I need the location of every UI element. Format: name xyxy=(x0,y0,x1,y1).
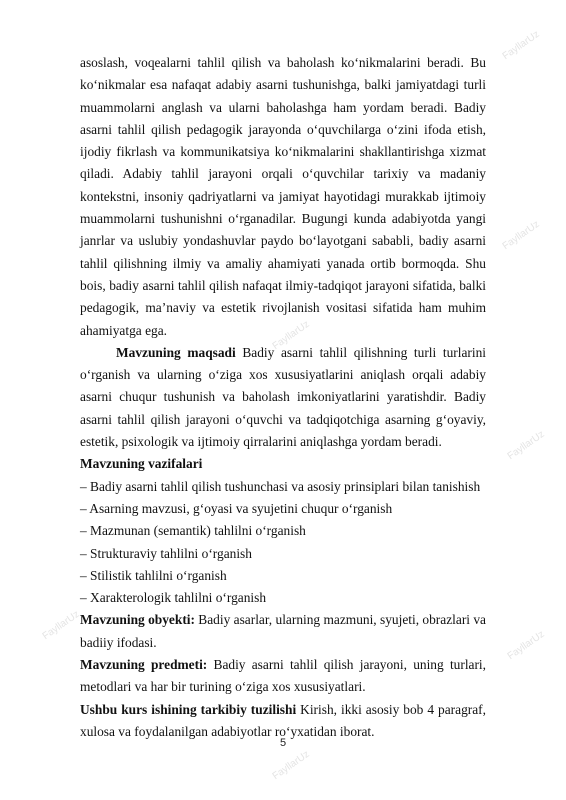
goal-label: Mavzuning maqsadi xyxy=(116,344,236,360)
page-number: 5 xyxy=(279,737,287,749)
watermark: FayllarUz xyxy=(270,748,312,783)
goal-text: Badiy asarni tahlil qilishning turli turlarini o‘rganish va ularning o‘ziga xos xususiyatlarini aniqlash orqali adabiy asarni chuqur tushunish va baholash imkoniyatlarini yaratishdir. Badiy asarni tahlil qilish jarayoni o‘quvchi va tadqiqotchiga asarning g‘oyaviy, estetik, psixologik va ijtimoiy qirralarini aniqlashga yordam beradi. xyxy=(80,344,486,450)
task-item: – Strukturaviy tahlilni o‘rganish xyxy=(80,545,252,561)
subject-label: Mavzuning predmeti: xyxy=(80,657,208,673)
subject-paragraph xyxy=(80,654,486,699)
subject-text: Badiy asarni tahlil qilish jarayoni, uning turlari, metodlari va har bir turining o‘ziga xos xususiyatlari. xyxy=(80,657,487,695)
task-item: – Xarakterologik tahlilni o‘rganish xyxy=(80,590,267,606)
intro-paragraph: asoslash, voqealarni tahlil qilish va baholash ko‘nikmalarini beradi. Bu ko‘nikmalar esa nafaqat adabiy asarni tushunishga, balki jamiyatdagi turli muammolarni anglash va ularni baholashga ham yordam beradi. Badiy asarni tahlil qilish pedagogik jarayonda o‘quvchilarga o‘zini ifoda etish, ijodiy fikrlash va kommunikatsiya ko‘nikmalarini shakllantirishga xizmat qiladi. Adabiy tahlil jarayoni orqali o‘quvchilar tarixiy va madaniy kontekstni, insoniy qadriyatlarni va jamiyat hayotidagi murakkab ijtimoiy muammolarni tushunishni o‘rganadilar. Bugungi kunda adabiyotda yangi janrlar va uslubiy yondashuvlar paydo bo‘layotgani sababli, badiy asarni tahlil qilishning ilmiy va amaliy ahamiyati yanada ortib bormoqda. Shu bois, badiy asarni tahlil qilish nafaqat ilmiy-tadqiqot jarayoni sifatida, balki pedagogik, ma’naviy va estetik rivojlanish vositasi sifatida ham muhim ahamiyatga ega. xyxy=(80,55,486,338)
watermark: FayllarUz xyxy=(270,318,312,353)
task-item: – Stilistik tahlilni o‘rganish xyxy=(80,567,227,583)
tasks-heading: Mavzuning vazifalari xyxy=(80,456,203,472)
task-item: – Badiy asarni tahlil qilish tushunchasi va asosiy prinsiplari bilan tanishish xyxy=(80,478,481,494)
page-body xyxy=(80,52,486,743)
structure-label: Ushbu kurs ishining tarkibiy tuzilishi xyxy=(80,701,297,717)
watermark: FayllarUz xyxy=(505,628,547,663)
object-text: Badiy asarlar, ularning mazmuni, syujeti, obrazlari va badiiy ifodasi. xyxy=(80,612,486,650)
goal-paragraph xyxy=(80,342,486,453)
watermark: FayllarUz xyxy=(505,428,547,463)
object-label: Mavzuning obyekti: xyxy=(80,612,195,628)
task-item: – Mazmunan (semantik) tahlilni o‘rganish xyxy=(80,523,306,539)
structure-text: Kirish, ikki asosiy bob 4 paragraf, xulosa va foydalanilgan adabiyotlar ro‘yxatidan iborat. xyxy=(80,701,486,739)
task-item: – Asarning mavzusi, g‘oyasi va syujetini chuqur o‘rganish xyxy=(80,500,393,516)
watermark: FayllarUz xyxy=(500,28,542,63)
watermark: FayllarUz xyxy=(500,218,542,253)
watermark: FayllarUz xyxy=(40,608,82,643)
object-paragraph xyxy=(80,609,486,654)
